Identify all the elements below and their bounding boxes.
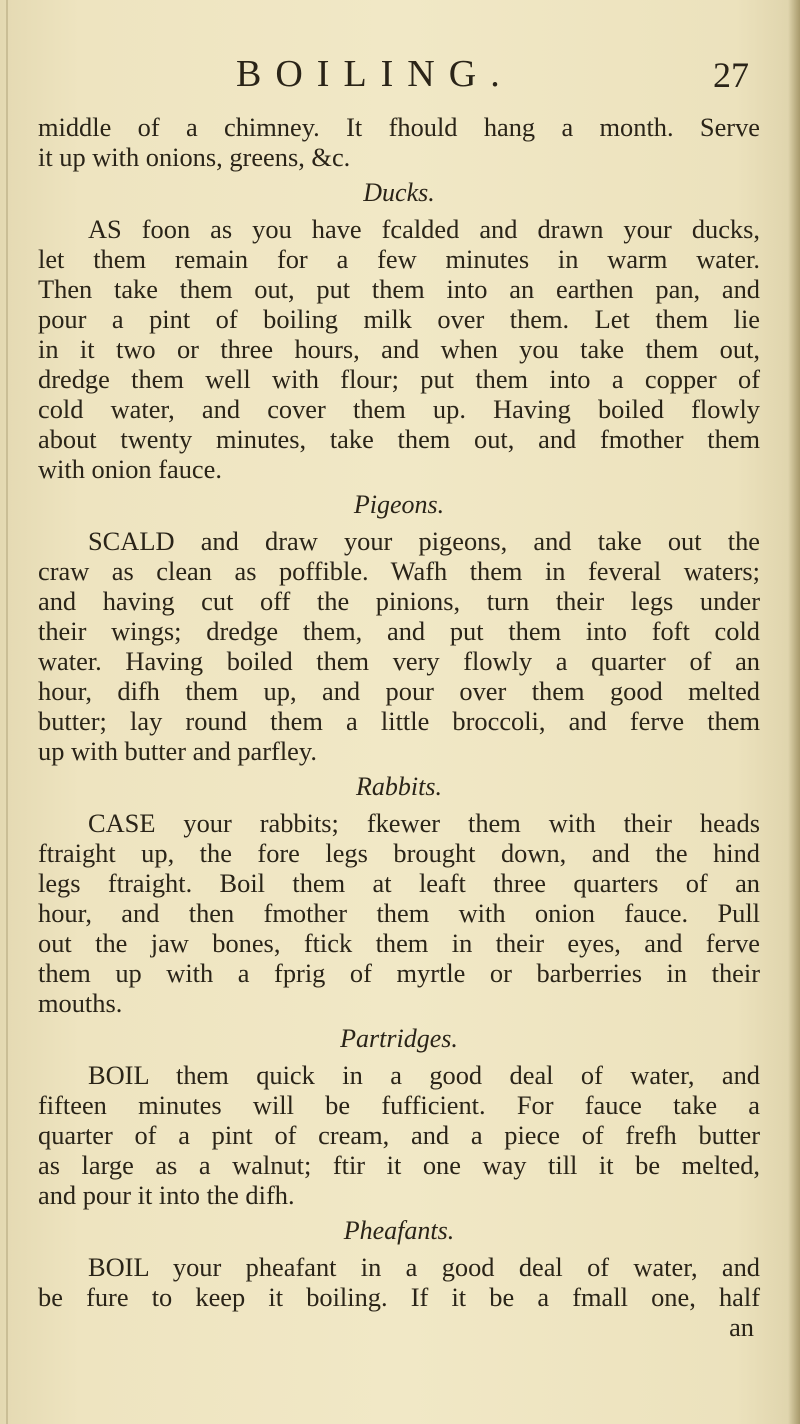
text-line: craw as clean as poffible. Wafh them in feveral waters;: [38, 556, 760, 586]
text-line: cold water, and cover them up. Having boiled flowly: [38, 394, 760, 424]
section-heading-ducks: Ducks.: [363, 178, 435, 207]
text-line: CASE your rabbits; fkewer them with their heads: [88, 808, 760, 838]
catchword: an: [729, 1312, 754, 1342]
text-line: legs ftraight. Boil them at leaft three quarters of an: [38, 868, 760, 898]
section-heading-pigeons: Pigeons.: [353, 490, 445, 519]
text-line: butter; lay round them a little broccoli, and ferve them: [38, 706, 760, 736]
text-line: middle of a chimney. It fhould hang a month. Serve: [38, 112, 760, 142]
text-line: fifteen minutes will be fufficient. For fauce take a: [38, 1090, 760, 1120]
section-heading-pheasants: Pheafants.: [343, 1216, 455, 1245]
text-line: water. Having boiled them very flowly a quarter of an: [38, 646, 760, 676]
section-heading-rabbits: Rabbits.: [356, 772, 442, 801]
text-line: in it two or three hours, and when you take them out,: [38, 334, 760, 364]
text-line: be fure to keep it boiling. If it be a fmall one, half: [38, 1282, 760, 1312]
text-line: let them remain for a few minutes in warm water.: [38, 244, 760, 274]
text-line: up with butter and parfley.: [38, 736, 317, 766]
text-line: BOIL your pheafant in a good deal of water, and: [88, 1252, 760, 1282]
text-line: it up with onions, greens, &c.: [38, 142, 351, 172]
text-line: their wings; dredge them, and put them into foft cold: [38, 616, 760, 646]
page-edge-shadow: [788, 0, 800, 1424]
text-line: about twenty minutes, take them out, and fmother them: [38, 424, 760, 454]
text-line: mouths.: [38, 988, 123, 1018]
text-line: SCALD and draw your pigeons, and take out the: [88, 526, 760, 556]
text-line: and pour it into the difh.: [38, 1180, 295, 1210]
text-line: out the jaw bones, ftick them in their eyes, and ferve: [38, 928, 760, 958]
running-title: BOILING.: [236, 53, 514, 95]
recipe-text: [38, 112, 760, 1342]
text-line: with onion fauce.: [38, 454, 222, 484]
text-line: and having cut off the pinions, turn their legs under: [38, 586, 760, 616]
page-header: [0, 52, 800, 102]
text-line: Then take them out, put them into an earthen pan, and: [38, 274, 760, 304]
text-line: hour, and then fmother them with onion fauce. Pull: [38, 898, 760, 928]
text-line: hour, difh them up, and pour over them good melted: [38, 676, 760, 706]
text-line: them up with a fprig of myrtle or barberries in their: [38, 958, 760, 988]
page-gutter: [6, 0, 8, 1424]
text-line: BOIL them quick in a good deal of water, and: [88, 1060, 760, 1090]
text-line: pour a pint of boiling milk over them. Let them lie: [38, 304, 760, 334]
text-line: AS foon as you have fcalded and drawn your ducks,: [88, 214, 760, 244]
section-heading-partridges: Partridges.: [340, 1024, 458, 1053]
page-number: 27: [713, 55, 749, 95]
text-line: dredge them well with flour; put them into a copper of: [38, 364, 760, 394]
text-line: as large as a walnut; ftir it one way till it be melted,: [38, 1150, 760, 1180]
text-line: ftraight up, the fore legs brought down, and the hind: [38, 838, 760, 868]
text-line: quarter of a pint of cream, and a piece of frefh butter: [38, 1120, 760, 1150]
